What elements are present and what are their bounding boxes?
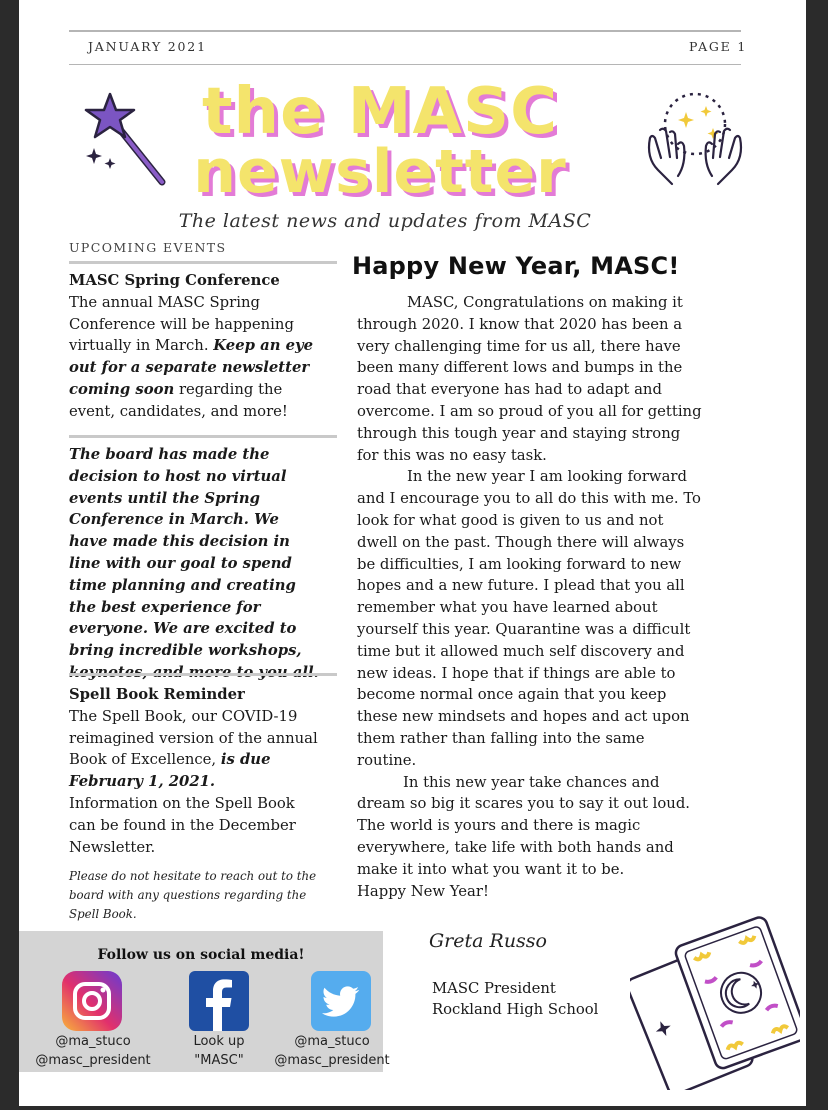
upcoming-events-label: UPCOMING EVENTS	[69, 240, 227, 255]
facebook-caption	[169, 1032, 269, 1070]
instagram-handle-2: @masc_president	[35, 1053, 151, 1068]
conference-text-part1: The annual MASC Spring Conference will be happening virtually in March.	[69, 293, 294, 355]
upcoming-rule	[69, 261, 337, 264]
facebook-caption-line1: Look up	[193, 1034, 245, 1049]
masthead-tagline: The latest news and updates from MASC	[178, 210, 592, 232]
header-bottom-rule	[69, 64, 741, 65]
instagram-icon[interactable]	[62, 971, 122, 1031]
facebook-caption-line2: "MASC"	[194, 1053, 244, 1068]
spellbook-block	[69, 684, 319, 924]
facebook-icon[interactable]	[189, 971, 249, 1031]
twitter-handles	[265, 1032, 399, 1070]
crystal-ball-hands-icon	[640, 86, 750, 191]
conference-text-emphasis: Keep an eye out for a separate newsletter coming soon	[69, 337, 314, 398]
masthead-title-line2: newsletter	[193, 137, 567, 207]
masthead-title-line1: the MASC	[201, 75, 559, 149]
twitter-icon[interactable]	[311, 971, 371, 1031]
issue-date: JANUARY 2021	[88, 39, 207, 54]
spellbook-due-date: is due February 1, 2021.	[69, 751, 271, 791]
article-paragraph-3: In this new year take chances and dream so big it scares you to say it out loud. The world is yours and there is magic everywhere, take life with both hands and make it into what you want it to be.	[357, 773, 691, 878]
spellbook-heading: Spell Book Reminder	[69, 686, 245, 703]
signature-school: Rockland High School	[432, 1001, 599, 1018]
spellbook-rule	[69, 673, 337, 676]
twitter-handle-1: @ma_stuco	[294, 1034, 370, 1049]
spellbook-text	[69, 706, 319, 793]
conference-block	[69, 270, 319, 423]
header-top-rule	[69, 30, 741, 32]
conference-heading: MASC Spring Conference	[69, 272, 280, 289]
tarot-cards-icon	[630, 900, 800, 1090]
conference-text-part2: regarding the event, candidates, and more!	[69, 380, 288, 420]
article-closing: Happy New Year!	[357, 882, 489, 900]
instagram-handles	[25, 1032, 161, 1070]
social-heading: Follow us on social media!	[97, 947, 305, 963]
article-body	[357, 292, 703, 902]
instagram-handle-1: @ma_stuco	[55, 1034, 131, 1049]
magic-wand-icon	[82, 90, 172, 190]
signature-block	[432, 978, 598, 1020]
president-signature: Greta Russo	[429, 930, 547, 952]
article-paragraph-1: MASC, Congratulations on making it through 2020. I know that 2020 has been a very challenging time for us all, there have been many different lows and bumps in the road that everyone has had to adapt and overcome. I am so proud of you all for getting through this tough year and staying strong for this was no easy task.	[357, 294, 702, 464]
article-paragraph-2: In the new year I am looking forward and I encourage you to all do this with me. To look for what good is given to us and not dwell on the past. Though there will always be difficulties, I am looking forward to new hopes and a new future. I plead that you all remember what you have learned about yourself this year. Quarantine was a difficult time but it allowed much self discovery and new ideas. I hope that if things are able to become normal once again that you keep these new mindsets and hopes and act upon them rather than falling into the same routine.	[357, 468, 701, 769]
spellbook-text-part1: The Spell Book, our COVID-19 reimagined version of the annual Book of Excellence,	[69, 707, 318, 769]
conference-text	[69, 292, 319, 423]
board-note-rule	[69, 435, 337, 438]
spellbook-info: Information on the Spell Book can be found in the December Newsletter.	[69, 794, 296, 856]
page-number: PAGE 1	[689, 39, 748, 54]
twitter-handle-2: @masc_president	[274, 1053, 390, 1068]
spellbook-note: Please do not hesitate to reach out to the board with any questions regarding the Spell Book.	[69, 869, 317, 922]
article-heading: Happy New Year, MASC!	[352, 252, 680, 280]
board-note: The board has made the decision to host no virtual events until the Spring Conference in March. We have made this decision in line with our goal to spend time planning and creating the best experience for everyone. We are excited to bring incredible workshops,	[69, 446, 302, 660]
signature-title: MASC President	[432, 980, 556, 997]
social-media-box	[19, 931, 390, 1072]
